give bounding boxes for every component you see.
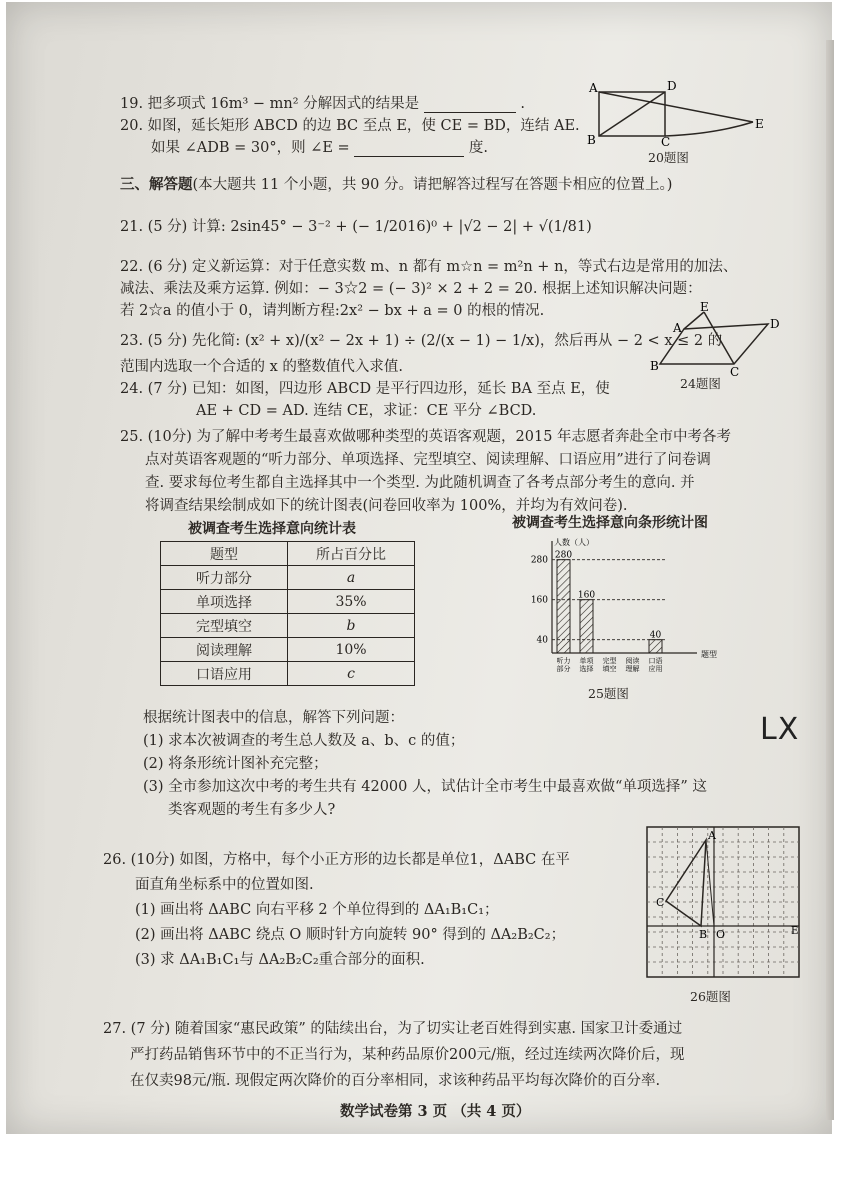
question-20-line1: 20. 如图，延长矩形 ABCD 的边 BC 至点 E，使 CE = BD，连结 AE.	[120, 118, 580, 134]
label-a: A	[673, 321, 682, 335]
x-tick-label: 口语	[648, 657, 663, 665]
y-tick-label: 160	[530, 595, 548, 606]
arc-ce	[665, 122, 753, 136]
x-tick-label: 听力	[556, 657, 571, 665]
question-26-line1: 26. (10分) 如图，方格中，每个小正方形的边长都是单位1，ΔABC 在平	[103, 852, 570, 868]
label-b: B	[587, 133, 596, 147]
segment-ae	[599, 92, 753, 122]
question-27-line2: 严打药品销售环节中的不正当行为，某种药品原价200元/瓶，经过连续两次降价后，现	[130, 1047, 685, 1063]
question-21: 21. (5 分) 计算: 2sin45° − 3⁻² + (− 1/2016)⁰ + |√2 − 2| + √(1/81)	[120, 219, 592, 235]
section-3-heading	[120, 176, 672, 194]
segment-ao	[706, 840, 714, 926]
table-cell: 阅读理解	[161, 638, 288, 662]
question-22-line1: 22. (6 分) 定义新运算：对于任意实数 m、n 都有 m☆n = m²n + n，等式右边是常用的加法、	[120, 259, 738, 275]
bar-chart	[512, 535, 717, 685]
label-a: A	[589, 81, 598, 95]
figure-26-grid	[646, 826, 802, 981]
question-27-line1: 27. (7 分) 随着国家“惠民政策” 的陆续出台，为了切实让老百姓得到实惠. 国家卫计委通过	[103, 1021, 683, 1037]
lx-stamp: LX	[760, 712, 800, 747]
table-row	[161, 662, 415, 686]
figure-20-caption: 20题图	[648, 150, 689, 165]
triangle-abc	[666, 840, 706, 926]
q20-answer-blank	[354, 142, 464, 157]
question-25-line1: 25. (10分) 为了解中考考生最喜欢做哪种类型的英语客观题，2015 年志愿者奔赴全市中考各考	[120, 429, 732, 445]
section-3-title: 三、解答题	[120, 176, 193, 193]
label-e: E	[791, 926, 799, 937]
question-26-line2: 面直角坐标系中的位置如图.	[135, 877, 314, 893]
question-24-line1: 24. (7 分) 已知：如图，四边形 ABCD 是平行四边形，延长 BA 至点 E，使	[120, 381, 610, 397]
q19-end: .	[520, 96, 525, 112]
label-o: O	[716, 928, 726, 941]
table-cell: 35%	[288, 590, 415, 614]
figure-26-caption: 26题图	[690, 989, 731, 1004]
table-cell: 听力部分	[161, 566, 288, 590]
label-b: B	[650, 359, 659, 373]
y-axis-label: 人数（人）	[554, 538, 594, 547]
label-b: B	[699, 928, 708, 941]
q25-sub2: (2) 将条形统计图补充完整；	[143, 756, 328, 772]
section-3-note: (本大题共 11 个小题，共 90 分。请把解答过程写在答题卡相应的位置上。)	[192, 177, 673, 193]
label-c: C	[661, 135, 671, 149]
table-cell: c	[288, 662, 415, 686]
question-23-line2: 范围内选取一个合适的 x 的整数值代入求值.	[120, 359, 404, 375]
label-e: E	[700, 300, 709, 314]
page-footer: 数学试卷第 3 页 （共 4 页）	[340, 1103, 531, 1120]
table-row	[161, 638, 415, 662]
bar	[557, 560, 570, 653]
label-c: C	[730, 365, 740, 379]
figure-24	[650, 302, 790, 382]
x-tick-label: 部分	[556, 665, 571, 673]
label-d: D	[667, 79, 677, 93]
x-tick-label: 填空	[602, 665, 617, 673]
figure-25-caption: 25题图	[588, 686, 629, 701]
x-tick-label: 单项	[579, 657, 594, 665]
table-cell: 口语应用	[161, 662, 288, 686]
q20-end: 度.	[468, 140, 489, 156]
x-tick-label: 应用	[648, 665, 663, 673]
question-19	[120, 95, 525, 113]
q26-sub3: (3) 求 ΔA₁B₁C₁与 ΔA₂B₂C₂重合部分的面积.	[135, 952, 425, 968]
table-header-cell: 所占百分比	[288, 542, 415, 566]
table-header-row	[161, 542, 415, 566]
q19-answer-blank	[424, 98, 516, 113]
question-22-line2: 减法、乘法及乘方运算. 例如：− 3☆2 = (− 3)² × 2 + 2 = 20. 根据上述知识解决问题：	[120, 281, 702, 297]
figure-24-caption: 24题图	[680, 376, 721, 391]
question-27-line3: 在仅卖98元/瓶. 现假定两次降价的百分率相同，求该种药品平均每次降价的百分率.	[130, 1073, 661, 1089]
question-20-line2	[151, 139, 488, 157]
q25-sub3-line2: 类客观题的考生有多少人?	[168, 802, 336, 818]
bar-value-label: 40	[649, 630, 662, 641]
table-cell: 10%	[288, 638, 415, 662]
q19-text: 19. 把多项式 16m³ − mn² 分解因式的结果是	[120, 96, 420, 112]
bar-value-label: 160	[577, 590, 596, 601]
question-22-line3: 若 2☆a 的值小于 0，请判断方程:2x² − bx + a = 0 的根的情况.	[120, 303, 545, 319]
question-24-line2: AE + CD = AD. 连结 CE，求证：CE 平分 ∠BCD.	[196, 403, 537, 419]
q25-sub3-line1: (3) 全市参加这次中考的考生共有 42000 人，试估计全市考生中最喜欢做“单项选择” 这	[143, 779, 707, 795]
table-cell: 完型填空	[161, 614, 288, 638]
label-e: E	[755, 117, 764, 131]
question-25-line4: 将调查结果绘制成如下的统计图表(问卷回收率为 100%，并均为有效问卷).	[145, 498, 628, 514]
q20-text: 如果 ∠ADB = 30°，则 ∠E =	[151, 140, 350, 156]
table-cell: b	[288, 614, 415, 638]
bar	[580, 600, 593, 653]
x-tick-label: 理解	[625, 665, 640, 673]
q26-sub2: (2) 画出将 ΔABC 绕点 O 顺时针方向旋转 90° 得到的 ΔA₂B₂C₂；	[135, 927, 566, 943]
segment-ae	[684, 312, 704, 329]
table-cell: 单项选择	[161, 590, 288, 614]
y-tick-label: 40	[536, 635, 548, 646]
x-tick-label: 阅读	[625, 657, 640, 665]
x-tick-label: 完型	[602, 657, 617, 665]
y-tick-label: 280	[530, 555, 548, 566]
segment-ce	[704, 312, 734, 364]
x-tick-label: 选择	[579, 665, 594, 673]
label-d: D	[770, 317, 780, 331]
label-c: C	[656, 896, 665, 909]
statistics-table	[160, 541, 415, 686]
question-23-line1: 23. (5 分) 先化简: (x² + x)/(x² − 2x + 1) ÷ (2/(x − 1) − 1/x)，然后再从 − 2 < x ≤ 2 的	[120, 333, 723, 349]
table-cell: a	[288, 566, 415, 590]
label-a: A	[708, 829, 716, 842]
table-title: 被调查考生选择意向统计表	[188, 521, 356, 537]
bar	[649, 640, 662, 653]
table-header-cell: 题型	[161, 542, 288, 566]
q26-sub1: (1) 画出将 ΔABC 向右平移 2 个单位得到的 ΔA₁B₁C₁；	[135, 902, 499, 918]
question-25-line2: 点对英语客观题的“听力部分、单项选择、完型填空、阅读理解、口语应用”进行了问卷调	[145, 452, 711, 468]
q25-prompt: 根据统计图表中的信息，解答下列问题：	[143, 710, 404, 726]
x-axis-label: 题型	[701, 650, 717, 659]
page-edge	[826, 40, 834, 1120]
chart-title: 被调查考生选择意向条形统计图	[512, 515, 708, 531]
bar-value-label: 280	[554, 550, 573, 561]
table-row	[161, 590, 415, 614]
q25-sub1: (1) 求本次被调查的考生总人数及 a、b、c 的值；	[143, 733, 465, 749]
table-row	[161, 566, 415, 590]
question-25-line3: 查. 要求每位考生都自主选择其中一个类型. 为此随机调查了各考点部分考生的意向. 并	[145, 475, 695, 491]
table-row	[161, 614, 415, 638]
